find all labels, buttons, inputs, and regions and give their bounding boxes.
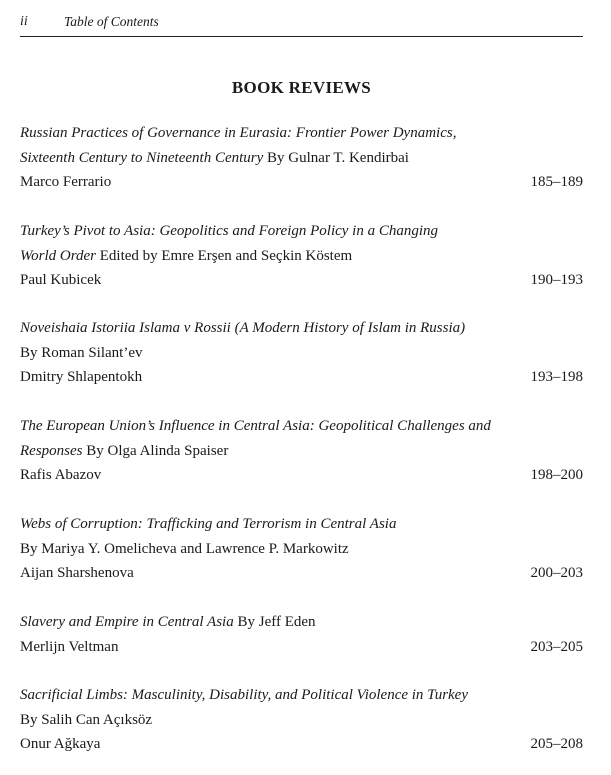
page-range: 185–189 <box>530 174 583 190</box>
reviewer-name: Paul Kubicek <box>20 272 102 288</box>
page-range: 203–205 <box>530 638 583 655</box>
review-title: Noveishaia Istoriia Islama v Rossii (A Modern History of Islam in Russia) <box>20 320 466 336</box>
review-byline: By Mariya Y. Omelicheva and Lawrence P. Markowitz <box>20 540 349 557</box>
reviewer-name: Merlijn Veltman <box>20 638 119 655</box>
page-number: ii <box>20 14 28 29</box>
review-title-line <box>20 610 316 634</box>
section-title: BOOK REVIEWS <box>231 78 372 97</box>
running-title: Table of Contents <box>64 14 159 29</box>
page-header <box>20 12 583 37</box>
review-title: Russian Practices of Governance in Eurasia: Frontier Power Dynamics, <box>20 125 457 141</box>
reviewer-name: Marco Ferrario <box>20 174 112 190</box>
reviewer-name: Rafis Abazov <box>20 467 102 483</box>
review-byline: By Roman Silant’ev <box>20 344 143 361</box>
reviewer-name: Aijan Sharshenova <box>20 565 134 581</box>
review-byline: By Olga Alinda Spaiser <box>82 442 229 459</box>
review-title-continued <box>20 146 409 170</box>
review-byline: By Gulnar T. Kendirbai <box>263 149 409 166</box>
review-byline: By Jeff Eden <box>233 614 316 630</box>
page-range: 193–198 <box>530 369 583 385</box>
page-range: 200–203 <box>530 565 583 581</box>
review-title: Sacrificial Limbs: Masculinity, Disability, and Political Violence in Turkey <box>20 687 469 703</box>
review-title: Slavery and Empire in Central Asia <box>20 614 234 630</box>
review-byline: Edited by Emre Erşen and Seçkin Köstem <box>95 247 353 264</box>
review-byline: By Salih Can Açıksöz <box>20 711 153 728</box>
reviewer-name: Onur Ağkaya <box>20 736 101 752</box>
review-title: The European Union’s Influence in Central Asia: Geopolitical Challenges and <box>20 418 491 434</box>
review-title-continued <box>20 439 228 463</box>
reviewer-name: Dmitry Shlapentokh <box>20 369 143 385</box>
review-title-part: World Order <box>20 247 96 264</box>
page-range: 190–193 <box>530 272 583 288</box>
review-title-continued <box>20 244 352 268</box>
review-title-part: Responses <box>20 442 83 459</box>
review-title: Turkey’s Pivot to Asia: Geopolitics and Foreign Policy in a Changing <box>20 223 439 239</box>
review-title-part: Sixteenth Century to Nineteenth Century <box>20 149 264 166</box>
review-title: Webs of Corruption: Trafficking and Terrorism in Central Asia <box>20 516 397 532</box>
page-range: 198–200 <box>530 467 583 483</box>
page-range: 205–208 <box>530 736 583 752</box>
